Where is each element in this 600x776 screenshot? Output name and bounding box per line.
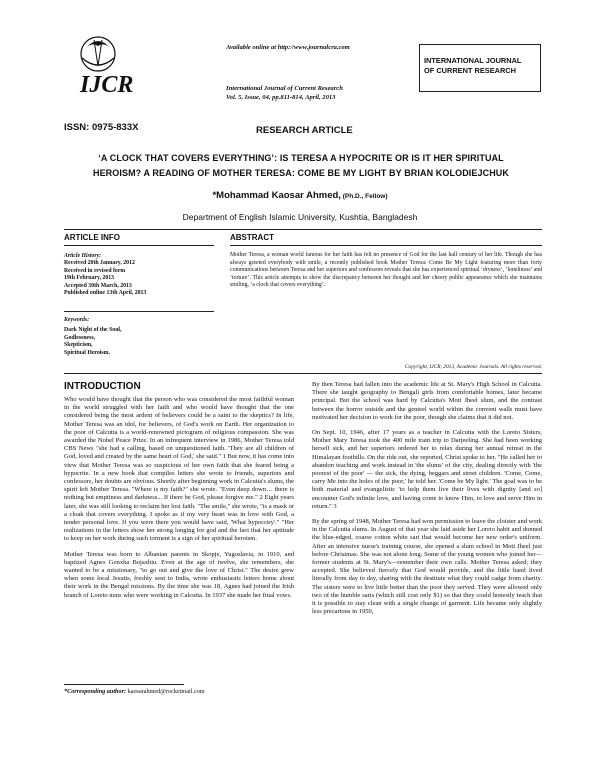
journal-title-box — [419, 44, 541, 92]
author-name: *Mohammad Kaosar Ahmed, — [212, 190, 341, 201]
author-line — [0, 190, 600, 201]
paragraph: On Sept. 10, 1946, after 17 years as a teacher in Calcutta with the Loreto Sisters, Mother Mary Teresa took the 400 mile train trip to Darjeeling. She had been working herself sick, and her superiors ordered her to relax during her annual retreat in the Himalayan foothills. On the ride out, she reported, Christ spoke to her. "He called her to abandon teaching and work instead in 'the slums' of the city, dealing directly with 'the poorest of the poor' — the sick, the dying, beggars and street children. 'Come, Come, carry Me into the holes of the poor,' he told her. 'Come be My light.' The goal was to be both material and evangelistic 'to help them live their lives with dignity [and so] encounter God's infinite love, and having come to know Him, to love and serve Him in return." 3 — [312, 429, 542, 510]
corresponding-author — [64, 688, 205, 695]
volume-info: Vol. 5, Issue, 04, pp.811-814, April, 2013 — [226, 94, 336, 101]
author-qualification: (Ph.D., Fellow) — [340, 193, 388, 200]
logo-letters: IJCR — [80, 72, 134, 98]
footnote-rule — [64, 684, 184, 685]
journal-box-line2: OF CURRENT RESEARCH — [424, 65, 516, 75]
paper-title — [66, 151, 536, 181]
abstract-heading: ABSTRACT — [230, 233, 274, 242]
paragraph: Who would have thought that the person who was considered the most faithful woman in the world struggled with her faith and who would have thought that the one considered being the most ardent of believers could be a saint to the skeptics? In life, Mother Teresa was an idol, for believers, of God's work on Earth. Her organization to the poor of Calcutta is a world-renowned pictogram of religious compassion. She was awarded the Nobel Peace Prize. In an infrequent interview in 1986, Mother Teresa told CBS News "she had a calling, based on unquestioned faith. 'They are all children of God, loved and created by the same heart of God,' she said." 1 But now, it has come into view that Mother Teresa was so suspicious of her own faith that she feared being a hypocrite. In a new book that compiles letters she wrote to friends, superiors and confessors, her doubts are obvious. Shortly after beginning work in Calcutta's slums, the spirit left Mother Teresa. "Where is my faith?" she wrote. "Even deep down… there is nothing but emptiness and darkness... If there be God, please forgive me." 2 Eight years later, she was still looking to reclaim her lost faith. "The smile," she wrote, "is a mask or a cloak that covers everything. I spoke as if my very heart was in love with God, a tender personal love. If you were there you would have said, 'What hypocrisy'." "Her realizations in the letters show her strong longing for god and the fact that her aptitude to keep on her work during such torment is a sign of her spiritual heroism. — [64, 396, 294, 543]
article-history — [64, 253, 214, 297]
abstract-text: Mother Teresa, a woman world famous for her faith has felt no presence of God for the last half century of her life. Though she has always greeted everybody with smile, a recently published book Mother Teresa: Come Be My Light featuring more than forty communications between Teresa and her superiors and confessors reveals that she has experienced spiritual ‘dryness’, ‘loneliness’ and ‘torture’. This article attempts to show the discrepancy between her thought and her cheery public appearance which she maintains smiling, ‘a clock that covers everything’. — [230, 252, 542, 289]
journal-box-line1: INTERNATIONAL JOURNAL — [424, 56, 522, 65]
journal-name: International Journal of Current Research — [226, 85, 343, 92]
article-info-heading: ARTICLE INFO — [64, 233, 120, 242]
keywords-block — [64, 317, 214, 357]
divider-bottom — [64, 373, 542, 374]
divider-info — [64, 245, 214, 246]
keyword-item: Skepticism, — [64, 342, 93, 349]
issn: ISSN: 0975-833X — [64, 122, 139, 133]
copyright-notice: Copyright, IJCR, 2013, Academic Journals. All rights reserved. — [404, 364, 542, 370]
keywords-label: Keywords: — [64, 317, 90, 323]
paragraph: Mother Teresa was born to Albanian parents in Skopje, Yugoslavia, in 1910, and baptized Agnes Gonxha Bojaxhiu. Even at the age of twelve, she remembers, she wanted to be a missionary, "to go out and give the love of Christ." The desire grew when some local Jesuits, freshly sent to India, wrote enthusiastic letters home about their work in the Bengal missions. By the time she was 18, Agnes had joined the Irish branch of Loreto nuns who were working in Calcutta. In 1937 she made her final vows. — [64, 550, 294, 599]
keyword-item: Spiritual Heroism. — [64, 349, 110, 356]
title-line1: ‘A CLOCK THAT COVERS EVERYTHING’: IS TERESA A HYPOCRITE OR IS IT HER SPIRITUAL — [98, 153, 504, 163]
title-line2: HEROISM? A READING OF MOTHER TERESA: COME BE MY LIGHT BY BRIAN KOLODIEJCHUK — [92, 168, 509, 178]
corresponding-label: *Corresponding author: — [64, 688, 127, 695]
available-online-text: Available online at http://www.journalcra.com — [226, 44, 350, 51]
introduction-heading: INTRODUCTION — [64, 381, 141, 392]
published-date: Published online 13th April, 2013 — [64, 290, 147, 297]
divider-top — [64, 229, 542, 230]
divider-abstract — [230, 245, 542, 246]
paragraph: By the spring of 1948, Mother Teresa had won permission to leave the cloister and work in the Calcutta slums. In August of that year she laid aside her Loreto habit and donned the blue-edged, coarse cotton white sari that would become her new order's uniform. After an intensive nurse's training course, she opened a slum school in Moti Jheel just before Christmas. She was not alone long. Some of the young women who joined her—former students at St. Mary's—remember their own calls. Mother Teresa asked; they accepted. She believed fiercely that God would provide, and the little band lived literally from day to day, sharing with the destitute what they could cadge from charity. The sisters were to live little better than the poor they served. They were allowed only two of the humble saris (which still cost only $1) so that they could honestly teach that it is possible to stay clean with a single change of garment. Life became only slightly less precarious in 1950, — [312, 518, 542, 616]
history-label: Article History: — [64, 253, 102, 259]
corresponding-email: kaosarahmed@rocketmail.com — [126, 688, 205, 695]
right-column — [312, 381, 542, 761]
accepted-date: Accepted 30th March, 2013 — [64, 282, 132, 289]
revised-date: 19th February, 2013 — [64, 275, 115, 282]
revised-label: Received in revised form — [64, 267, 126, 274]
article-type: RESEARCH ARTICLE — [256, 125, 353, 136]
keyword-item: Dark Night of the Soul, — [64, 327, 122, 334]
divider-keywords — [64, 311, 214, 312]
journal-logo — [64, 28, 136, 108]
keyword-item: Godlessness, — [64, 334, 96, 341]
paragraph: By then Teresa had fallen into the academic life at St. Mary's High School in Calcutta. There she taught geography to Bengali girls from comfortable homes, later became principal. But the school was hard by Calcutta's Moti Jheel slum, and the contrast between the horror outside and the genteel world within the convent walls must have motivated her decision to work for the poor, though she claims that it did not. — [312, 381, 542, 421]
left-column — [64, 396, 294, 684]
author-affiliation: Department of English Islamic University, Kushtia, Bangladesh — [182, 212, 418, 222]
received-date: Received 20th January, 2012 — [64, 260, 135, 267]
